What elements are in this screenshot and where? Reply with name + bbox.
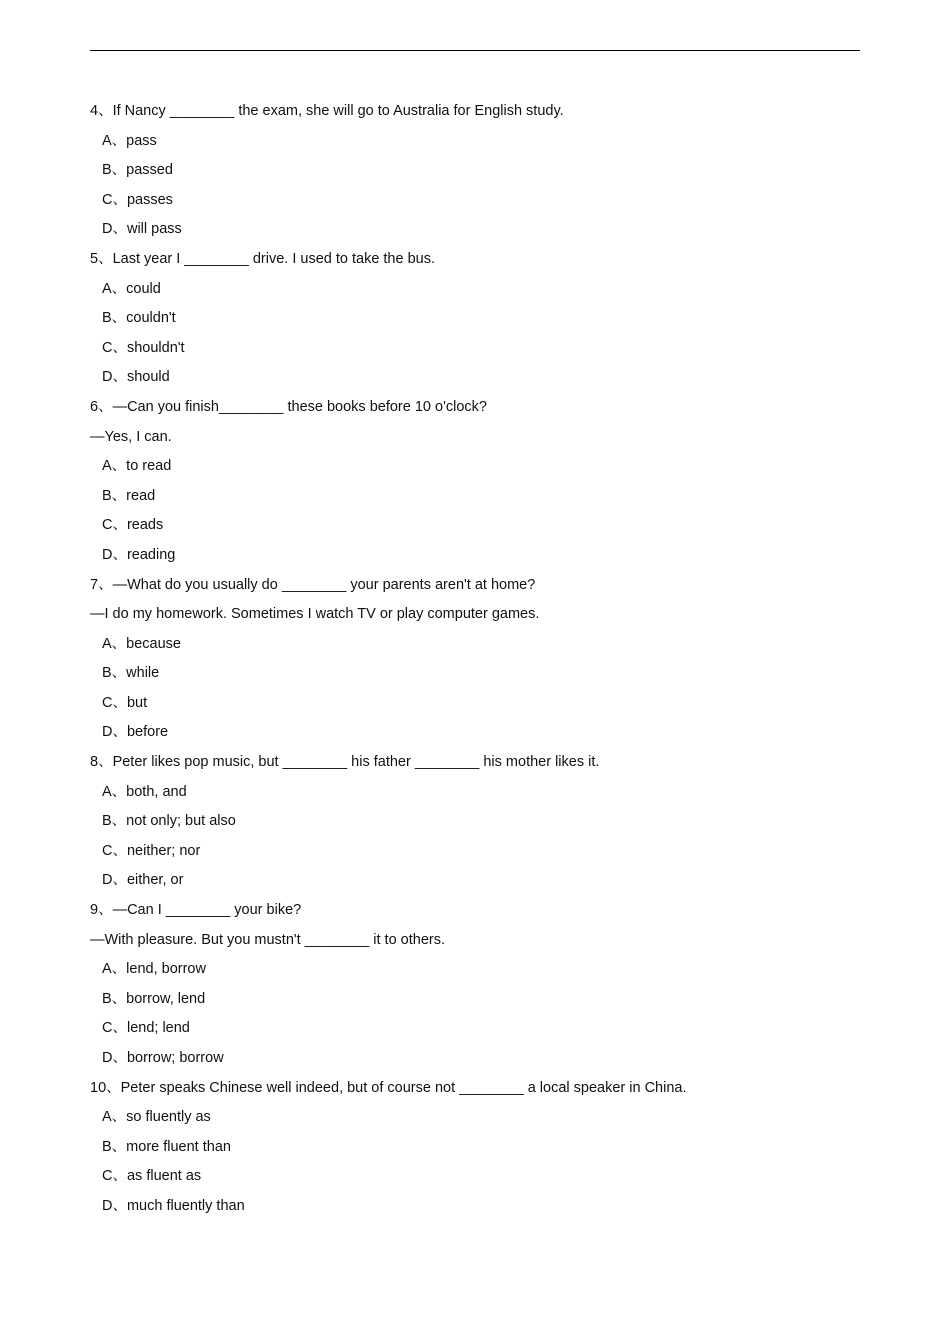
answer-option-c: C、passes	[102, 191, 173, 208]
answer-option-b: B、read	[102, 487, 156, 504]
answer-option-b: B、while	[102, 665, 160, 682]
answer-option-a: A、could	[102, 280, 161, 297]
question-stem: 7、—What do you usually do ________ your parents aren't at home?	[90, 576, 536, 593]
answer-option-b: B、passed	[102, 162, 173, 179]
answer-option-a: A、to read	[102, 458, 172, 475]
answer-option-b: B、not only; but also	[102, 813, 236, 830]
answer-option-b: B、more fluent than	[102, 1138, 231, 1155]
question-stem: 5、Last year I ________ drive. I used to take the bus.	[90, 250, 435, 267]
question-6	[90, 393, 860, 571]
question-list	[90, 97, 860, 1222]
answer-option-a: A、pass	[102, 132, 157, 149]
answer-option-a: A、both, and	[102, 783, 187, 800]
header-rule	[90, 50, 860, 51]
question-stem: 4、If Nancy ________ the exam, she will go to Australia for English study.	[90, 103, 564, 119]
answer-option-d: D、reading	[102, 546, 176, 563]
question-10	[90, 1074, 860, 1222]
question-stem: 9、—Can I ________ your bike?	[90, 902, 302, 919]
answer-option-c: C、neither; nor	[102, 842, 201, 859]
question-stem: 6、—Can you finish________ these books before 10 o'clock?	[90, 398, 487, 415]
answer-option-d: D、should	[102, 369, 170, 386]
question-7	[90, 571, 860, 749]
answer-option-a: A、so fluently as	[102, 1109, 211, 1126]
answer-option-d: D、either, or	[102, 872, 184, 889]
question-9	[90, 896, 860, 1074]
answer-option-c: C、lend; lend	[102, 1020, 190, 1037]
answer-option-b: B、borrow, lend	[102, 990, 206, 1007]
question-4	[90, 97, 860, 245]
dialogue-response: —Yes, I can.	[90, 428, 172, 445]
answer-option-d: D、will pass	[102, 221, 182, 238]
answer-option-d: D、much fluently than	[102, 1197, 245, 1214]
answer-option-d: D、borrow; borrow	[102, 1050, 224, 1066]
dialogue-response: —I do my homework. Sometimes I watch TV or play computer games.	[90, 606, 540, 623]
answer-option-c: C、as fluent as	[102, 1168, 202, 1185]
question-5	[90, 245, 860, 393]
answer-option-c: C、shouldn't	[102, 339, 185, 356]
answer-option-b: B、couldn't	[102, 310, 176, 327]
answer-option-a: A、because	[102, 635, 181, 652]
answer-option-d: D、before	[102, 724, 169, 741]
answer-option-a: A、lend, borrow	[102, 961, 206, 978]
dialogue-response: —With pleasure. But you mustn't ________ it to others.	[90, 931, 445, 948]
answer-option-c: C、reads	[102, 517, 164, 534]
question-8	[90, 748, 860, 896]
question-stem: 10、Peter speaks Chinese well indeed, but of course not ________ a local speaker in China.	[90, 1079, 687, 1096]
answer-option-c: C、but	[102, 694, 148, 711]
question-stem: 8、Peter likes pop music, but ________ his father ________ his mother likes it.	[90, 754, 600, 771]
